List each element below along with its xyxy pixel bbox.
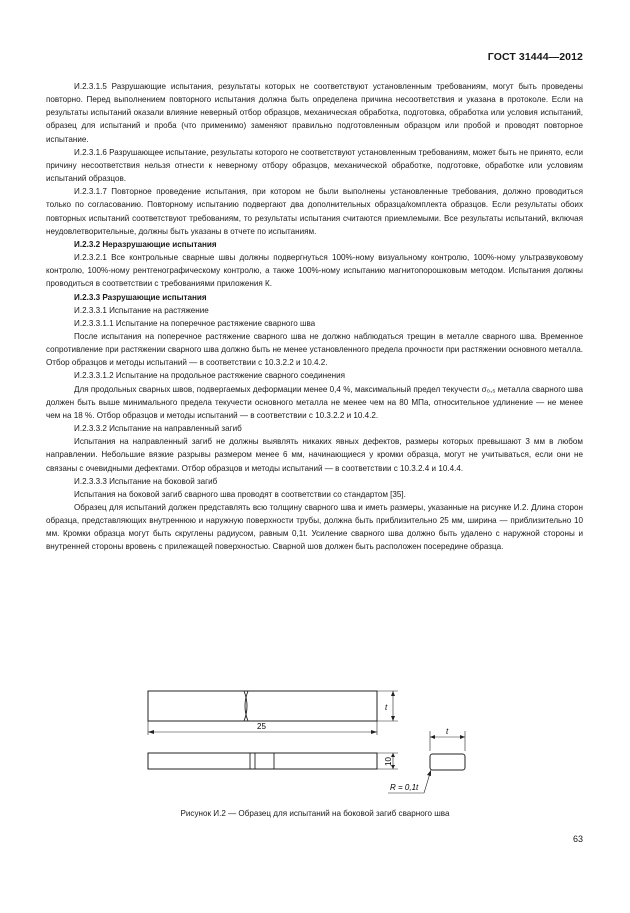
document-header: ГОСТ 31444—2012	[487, 51, 583, 63]
specimen-side-view	[148, 753, 377, 769]
dim-thickness-label: t	[385, 703, 388, 712]
specimen-figure	[140, 683, 480, 803]
paragraph: И.2.3.1.7 Повторное проведение испытания, при котором не были выполнены установленные требования, должно проводиться только по согласованию. Повторному испытанию подвергают два дополнительных образца/комплекта образцов. Если результаты обоих повторных испытаний соответствуют требованиям, то результаты испытания считаются приемлемыми. Все результаты испытаний, включая неудовлетворительные, должны быть указаны в отчете по испытаниям.	[46, 187, 583, 236]
specimen-cross-section	[430, 754, 465, 770]
paragraph: И.2.3.1.6 Разрушающее испытание, результаты которого не соответствуют установленным требованиям, может быть не принято, если причину несоответствия нельзя отнести к неверному отбору образцов, механической обработке, подготовке, обработке или условиям испытаний образцов.	[46, 147, 583, 184]
paragraph: После испытания на поперечное растяжение сварного шва не должно наблюдаться трещин в металле сварного шва. Временное сопротивление при растяжении сварного шва должно быть не менее установленного предела прочности при растяжении основного металла. Отбор образцов и методы испытаний — в соответствии с 10.3.2.2 и 10.4.2.	[46, 331, 583, 368]
section-heading: И.2.3.2 Неразрушающие испытания	[74, 239, 217, 249]
page-number: 63	[572, 834, 583, 844]
subsection-heading: И.2.3.3.2 Испытание на направленный загиб	[74, 424, 242, 434]
paragraph: Для продольных сварных швов, подвергаемых деформации менее 0,4 %, максимальный предел текучести σ₀,₅ металла сварного шва должен быть выше минимального предела текучести основного металла не менее чем на 80 МПа, относительное удлинение — не менее чем на 18 %. Отбор образцов и методы испытаний — в соответствии с 10.3.2.2 и 10.4.2.	[46, 384, 583, 420]
specimen-top-view	[148, 691, 377, 721]
subsection-heading: И.2.3.3.1.1 Испытание на поперечное растяжение сварного шва	[74, 318, 316, 328]
section-heading: И.2.3.3 Разрушающие испытания	[74, 292, 207, 302]
subsection-heading: И.2.3.3.1.2 Испытание на продольное растяжение сварного соединения	[74, 371, 345, 381]
dim-section-thickness-label: t	[446, 727, 449, 736]
dim-width-label: 10	[384, 757, 393, 766]
specimen-drawing	[140, 683, 480, 803]
paragraph: Испытания на направленный загиб не должны выявлять никаких явных дефектов, размеры которых превышают 3 мм в любом направлении. Небольшие вязкие разрывы размером менее 6 мм, начинающиеся у кромки образца, могут не учитываться, если они не связаны с очевидными дефектами. Отбор образцов и методы испытаний — в соответствии с 10.3.2.4 и 10.4.4.	[46, 437, 583, 473]
paragraph: И.2.3.2.1 Все контрольные сварные швы должны подвергнуться 100%-ному визуальному контролю, 100%-ному ультразвуковому контролю, 100%-ному рентгенографическому контролю, а также 100%-ному испытанию магнитопорошковым методом. Испытания должны проводиться в соответствии с требованиями приложения К.	[46, 253, 583, 289]
dim-length-label: 25	[257, 722, 266, 731]
subsection-heading: И.2.3.3.1 Испытание на растяжение	[74, 305, 209, 315]
paragraph: И.2.3.1.5 Разрушающие испытания, результаты которых не соответствуют установленным требованиям, могут быть проведены повторно. Перед выполнением повторного испытания должна быть определена причина несоответствия и указана в протоколе. Если на результаты испытаний оказали влияние неверный отбор образцов, механическая обработка, подготовка, обработка или условия испытаний, образец для испытаний и проба (что применимо) заменяют правильно подготовленным образцом или пробой и проводят повторное испытание.	[46, 82, 583, 144]
dim-radius-label: R = 0,1t	[390, 783, 419, 792]
document-body	[46, 80, 583, 554]
paragraph: Испытания на боковой загиб сварного шва проводят в соответствии со стандартом [35].	[74, 489, 406, 499]
subsection-heading: И.2.3.3.3 Испытание на боковой загиб	[74, 476, 218, 486]
paragraph: Образец для испытаний должен представлять всю толщину сварного шва и иметь размеры, указанные на рисунке И.2. Длина сторон образца, представляющих внутреннюю и наружную поверхности трубы, должна быть приблизительно 25 мм, ширина — приблизительно 10 мм. Кромки образца могут быть скруглены радиусом, равным 0,1t. Усиление сварного шва должно быть удалено с наружной стороны и внутренней стороны вровень с прилежащей поверхностью. Сварной шов должен быть расположен посередине образца.	[46, 503, 583, 552]
figure-caption: Рисунок И.2 — Образец для испытаний на боковой загиб сварного шва	[180, 809, 450, 818]
